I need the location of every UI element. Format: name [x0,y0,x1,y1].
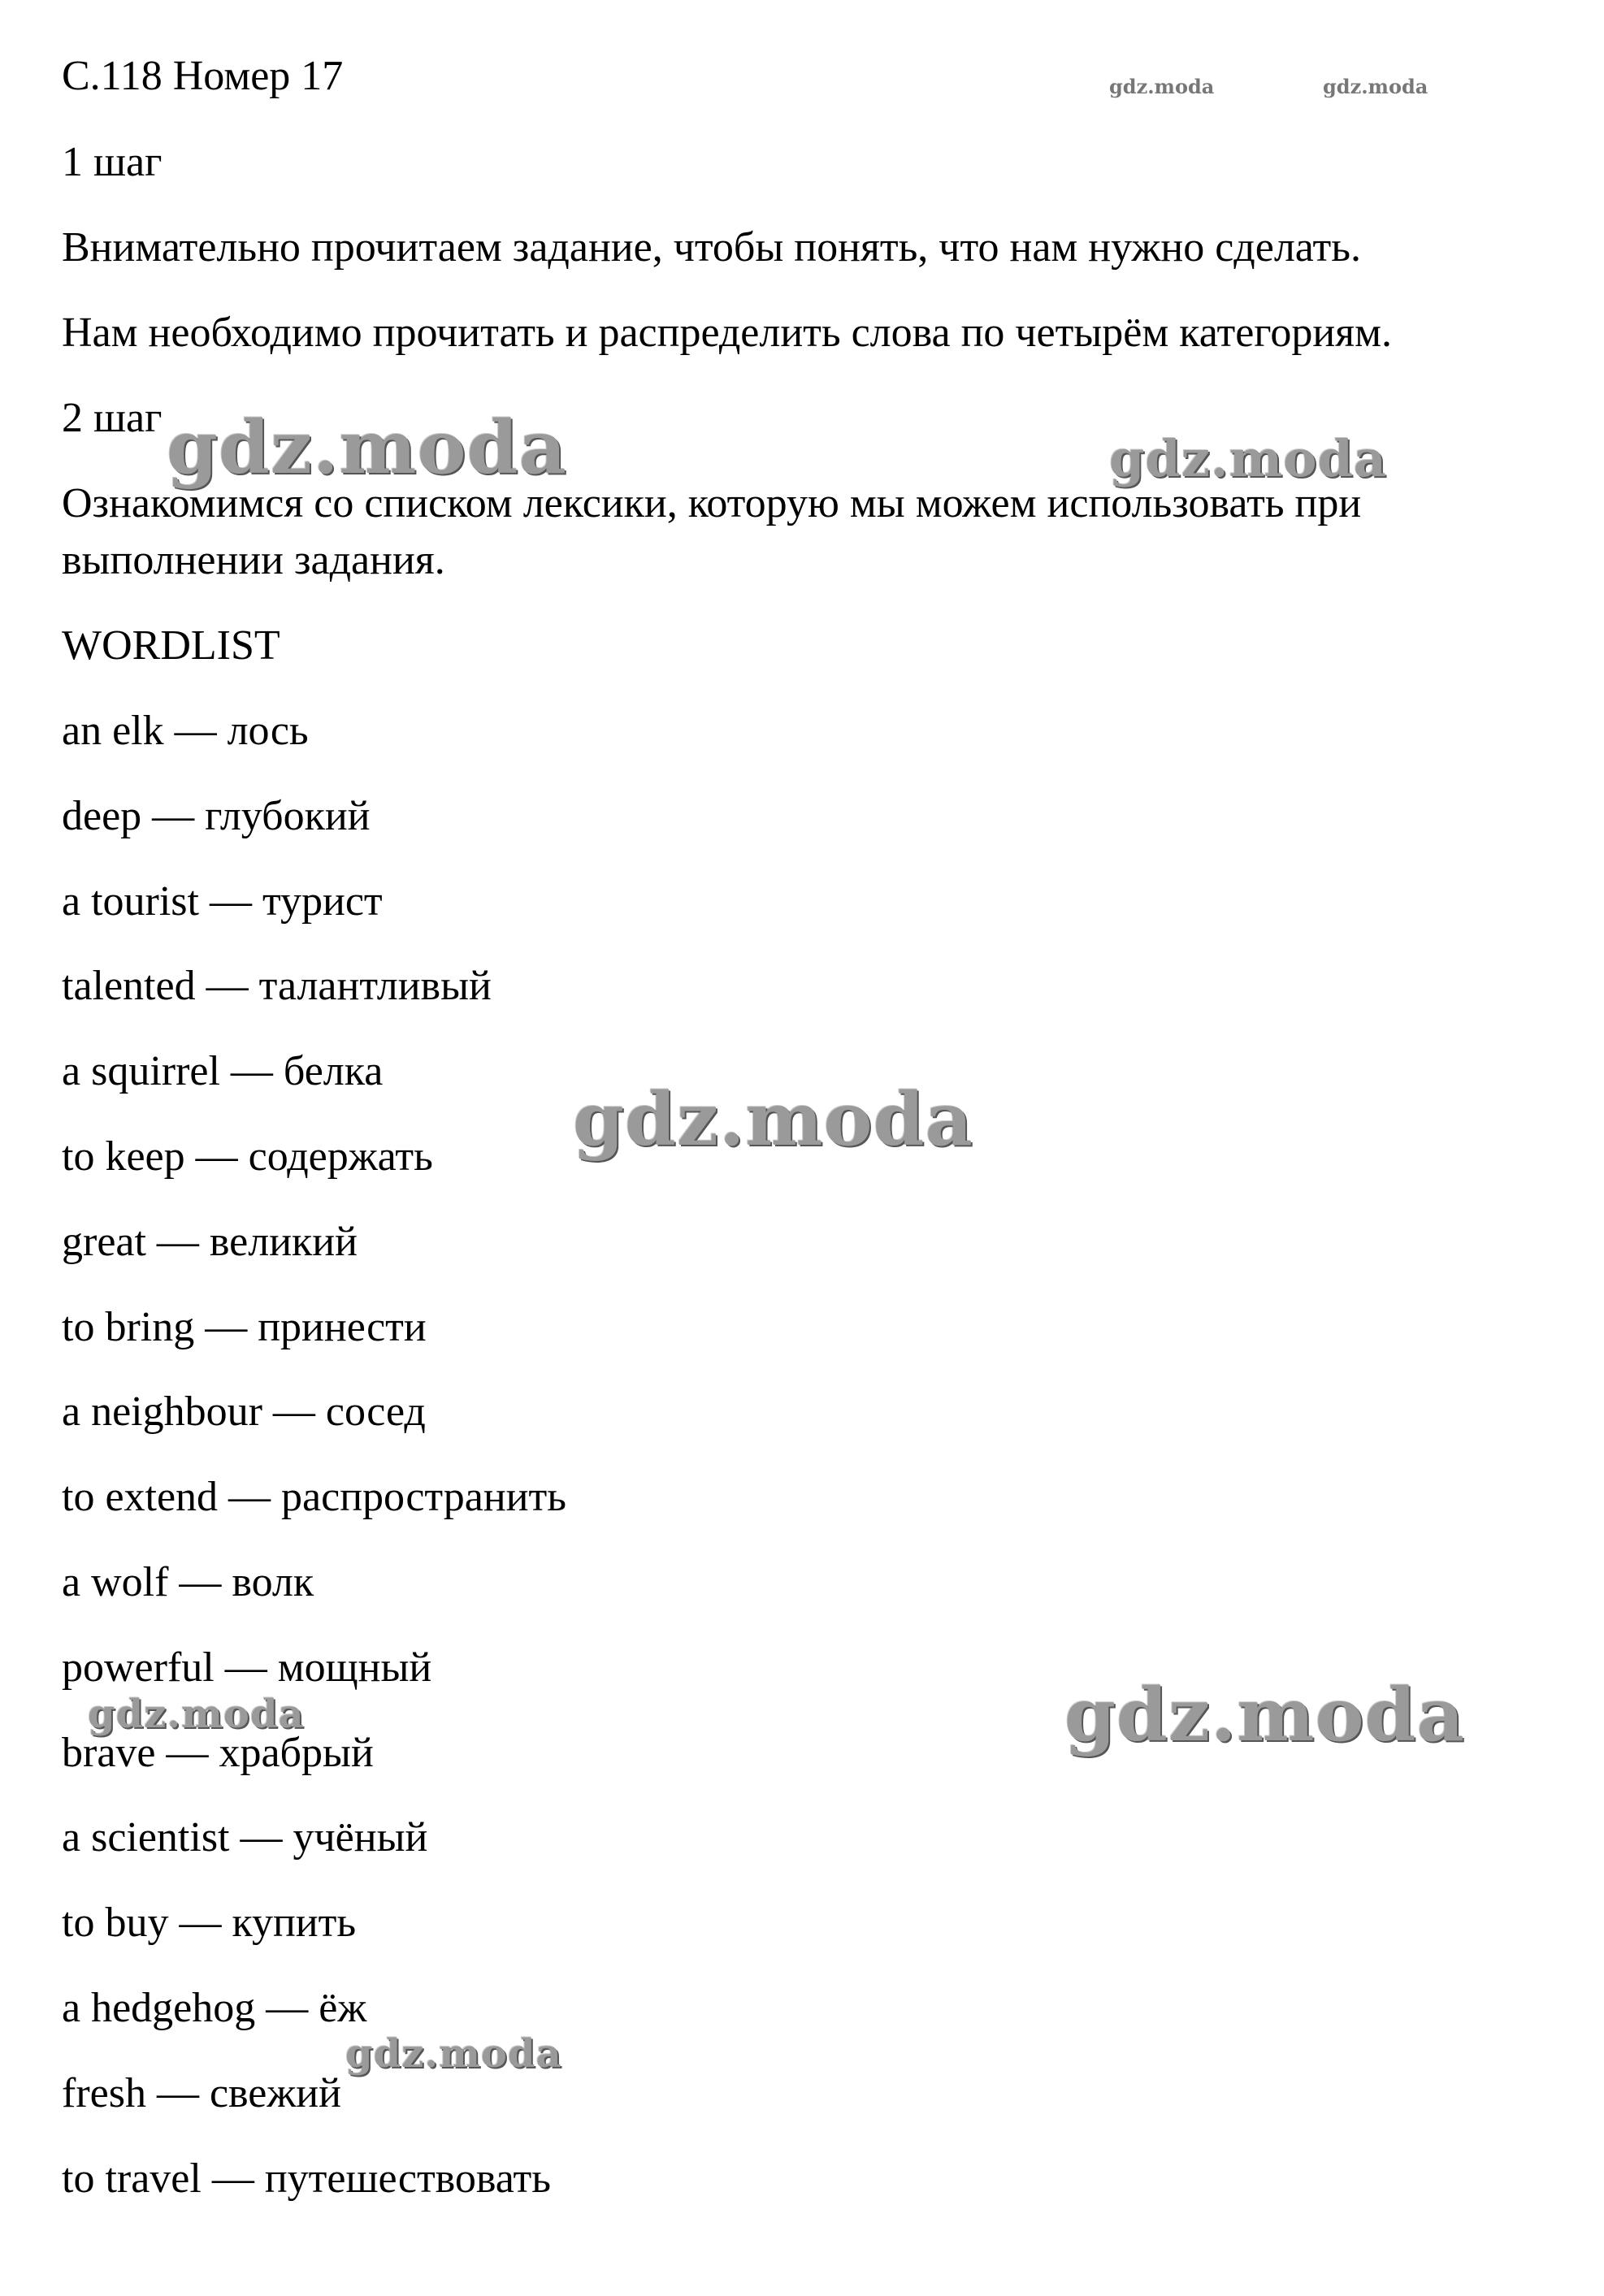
wordlist-item: to bring — принести [62,1304,427,1350]
wordlist-item: fresh — свежий [62,2070,341,2116]
watermark: gdz.moda [1109,429,1387,488]
watermark: gdz.moda [345,2031,562,2077]
wordlist-item: an elk — лось [62,708,309,754]
wordlist-item: a squirrel — белка [62,1048,384,1094]
wordlist-item: to buy — купить [62,1900,357,1946]
wordlist-item: a neighbour — сосед [62,1388,426,1435]
wordlist-item: deep — глубокий [62,793,371,839]
watermark: gdz.moda [1064,1672,1465,1758]
wordlist-item: brave — храбрый [62,1730,374,1776]
step-1-text-2: Нам необходимо прочитать и распределить слова по четырём категориям. [62,310,1392,356]
wordlist-item: to extend — распространить [62,1474,566,1520]
watermark: gdz.moda [88,1692,305,1737]
watermark: gdz.moda [1109,75,1215,98]
watermark: gdz.moda [573,1077,973,1163]
wordlist-item: a wolf — волк [62,1559,314,1605]
wordlist-item: powerful — мощный [62,1644,432,1691]
wordlist-item: a scientist — учёный [62,1814,428,1861]
wordlist-heading: WORDLIST [62,622,280,669]
step-2-label: 2 шаг [62,395,163,441]
wordlist-item: talented — талантливый [62,963,492,1009]
watermark: gdz.moda [167,405,567,491]
watermark: gdz.moda [1323,75,1428,98]
page-title: С.118 Номер 17 [62,53,344,99]
wordlist-item: to keep — содержать [62,1133,433,1180]
step-2-text: Ознакомимся со списком лексики, которую мы можем использовать при выполнении задания. [62,480,1362,583]
wordlist-item: a hedgehog — ёж [62,1985,367,2031]
wordlist-item: a tourist — турист [62,878,383,925]
step-1-label: 1 шаг [62,139,163,185]
wordlist-item: great — великий [62,1219,358,1265]
step-1-text-1: Внимательно прочитаем задание, чтобы понять, что нам нужно сделать. [62,224,1361,271]
wordlist-item: to travel — путешествовать [62,2155,551,2202]
